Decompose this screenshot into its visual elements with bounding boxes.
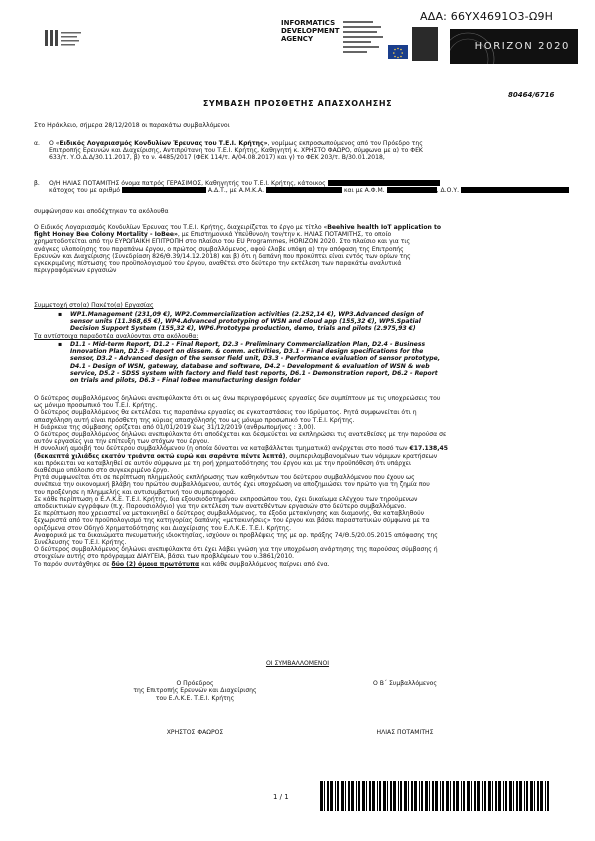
signatory-left: Ο Πρόεδρος της Επιτροπής Ερευνών και Διαχείρισης του Ε.Λ.Κ.Ε. Τ.Ε.Ι. Κρήτης	[133, 680, 257, 702]
informatics-logo-text: INFORMATICS DEVELOPMENT AGENCY	[281, 19, 340, 43]
deliverables-list: D1.1 - Mid-term Report, D1.2 - Final Report, D2.3 - Preliminary Commercialization Plan, D2.4 - Business Innovation Plan, D2.5 - Report on dissem. & comm. activities, D3.1 - Final design specifications for the sensor, D3.2 - Advanced design of the sensor field unit, D3.3 - Performance evaluation of sensor prototype, D4.1 - Design of WSN, gateway, database and software, D4.2 - Development & evaluation of WSN & web service, D5.2 - SDSS system with factory and field test reports, D6.1 - Demonstration report, D6.2 - Report on trials and pilots, D6.3 - Final IoBee manufacturing design folder	[70, 341, 441, 385]
commission-building-icon	[412, 27, 438, 61]
document-title: ΣΥΜΒΑΣΗ ΠΡΟΣΘΕΤΗΣ ΑΠΑΣΧΟΛΗΣΗΣ	[202, 99, 393, 108]
party-b-text: Ο/Η ΗΛΙΑΣ ΠΟΤΑΜΙΤΗΣ όνομα πατρός ΓΕΡΑΣΙΜΟΣ, Καθηγητής του Τ.Ε.Ι. Κρήτης, κάτοικος κάτοχος του με αριθμό Α.Δ.Τ., με Α.Μ.Κ.Α. και με Α.Φ.Μ. , Δ.Ο.Υ.	[49, 180, 579, 194]
agency-logo-mark	[340, 21, 392, 61]
page-number: 1 / 1	[273, 793, 289, 801]
horizon-banner	[450, 29, 578, 64]
barcode-icon	[320, 781, 552, 811]
redaction-doy	[461, 187, 569, 193]
redaction-address	[328, 180, 440, 186]
tei-crete-logo	[44, 28, 84, 50]
agreed-line: συμφώνησαν και αποδέχτηκαν τα ακόλουθα	[34, 208, 169, 215]
eu-flag-icon	[388, 45, 408, 59]
signatory-right-name: ΗΛΙΑΣ ΠΟΤΑΜΙΤΗΣ	[376, 729, 434, 736]
ada-number: ΑΔΑ: 66ΥΧ4691Ο3-Ω9Η	[420, 10, 554, 23]
redaction-id	[122, 187, 206, 193]
contract-terms: Ο δεύτερος συμβαλλόμενος δηλώνει ανεπιφύλακτα ότι οι ως άνω περιγραφόμενες εργασίες δεν συμπίπτουν με τις υποχρεώσεις του ως μόνιμο προσωπικό του Τ.Ε.Ι. Κρήτης. Ο δεύτερος συμβαλλόμενος θα εκτελέσει τις παραπάνω εργασίες σε εγκαταστάσεις του Ιδρύματος. Ρητά συμφωνείται ότι η απασχόληση αυτή είναι πρόσθετη της κύριας απασχόλησής του ως μόνιμο προσωπικό του Τ.Ε.Ι. Κρήτης. Η διάρκεια της σύμβασης ορίζεται από 01/01/2019 έως 31/12/2019 (ανθρωπομήνες : 3,00). Ο δεύτερος συμβαλλόμενος δηλώνει ανεπιφύλακτα ότι αποδέχεται και δεσμεύεται να εκπληρώσει τις ανατεθείσες με την παρούσα σε αυτόν εργασίες για την επίτευξη των στόχων του έργου. Η συνολική αμοιβή του δεύτερου συμβαλλόμενου (η οποία δύναται να καταβάλλεται τμηματικά) ανέρχεται στο ποσό των €17.138,45 (δεκαεπτά χιλιάδες εκατόν τριάντα οκτώ ευρώ και σαράντα πέντε λεπτά), συμπεριλαμβανομένων των νόμιμων κρατήσεων και πρόκειται να καταβληθεί σε αυτόν σύμφωνα με τη ροή χρηματοδότησης του έργου και με την προϋπόθεση ότι υπάρχει διαθέσιμο υπόλοιπο στο συγκεκριμένο έργο. Ρητά συμφωνείται ότι σε περίπτωση πλημμελούς εκπλήρωσης των καθηκόντων του δεύτερου συμβαλλόμενου που έχουν ως συνέπεια την οικονομική βλάβη του πρώτου συμβαλλόμενου, αυτός έχει υποχρέωση να αποζημιώσει τον πρώτο για τη ζημία που του προξένησε η πλημμελής και αντισυμβατική του συμπεριφορά. Σε κάθε περίπτωση ο Ε.Λ.Κ.Ε. Τ.Ε.Ι. Κρήτης, δια εξουσιοδοτημένου εκπροσώπου του, έχει δικαίωμα ελέγχου των τηρούμενων αποδεικτικών εγγράφων (π.χ. Παρουσιολόγιο) για την εκτέλεση των ανατεθέντων εργασιών στο δεύτερο συμβαλλόμενο. Σε περίπτωση που χρειαστεί να μετακινηθεί ο δεύτερος συμβαλλόμενος, τα έξοδα μετακίνησης και διαμονής, θα καταβληθούν ξεχωριστά από τον προϋπολογισμό της κατηγορίας δαπάνης «μετακινήσεις» του έργου και βάσει παραστατικών σύμφωνα με τα οριζόμενα στον Οδηγό Χρηματοδότησης και Διαχείρισης του Ε.Λ.Κ.Ε. Τ.Ε.Ι. Κρήτης. Αναφορικά με τα δικαιώματα πνευματικής ιδιοκτησίας, ισχύουν οι προβλέψεις της με αρ. πράξης 74/Θ.5/20.05.2015 απόφασης της Συνέλευσης του Τ.Ε.Ι. Κρήτης. Ο δεύτερος συμβαλλόμενος δηλώνει ανεπιφύλακτα ότι έχει λάβει γνώση για την υποχρέωση ανάρτησης της παρούσας σύμβασης ή στοιχείων αυτής στο πρόγραμμα ΔΙΑΥΓΕΙΑ, βάσει των προβλέψεων του ν.3861/2010. Το παρόν συντάχθηκε σε δύο (2) όμοια πρωτότυπα και κάθε συμβαλλόμενος παίρνει από ένα.	[34, 395, 449, 568]
redaction-amka	[266, 187, 342, 193]
horizon-text: HORIZON 2020	[474, 41, 570, 52]
party-a-text: Ο «Ειδικός Λογαριασμός Κονδυλίων Έρευνας του Τ.Ε.Ι. Κρήτης», νομίμως εκπροσωπούμενος από τον Πρόεδρο της Επιτροπής Ερευνών και Διαχείρισης, Αντιπρύτανη του Τ.Ε.Ι. Κρήτης, Καθηγητή κ. ΧΡΗΣΤΟ ΦΑΩΡΟ, σύμφωνα με α) το ΦΕΚ 633/τ. Υ.Ο.Δ.Δ/30.11.2017, β) το ν. 4485/2017 (ΦΕΚ 114/τ. Α/04.08.2017) και γ) το ΦΕΚ 203/τ. Β/30.01.2018,	[49, 140, 423, 162]
parties-heading: ΟΙ ΣΥΜΒΑΛΛΟΜΕΝΟΙ	[265, 660, 330, 667]
bullet-icon: ▪	[58, 311, 63, 318]
project-paragraph: Ο Ειδικός Λογαριασμός Κονδυλίων Έρευνας του Τ.Ε.Ι. Κρήτης, διαχειρίζεται το έργο με τίτλο «Beehive health IoT application to fight Honey Bee Colony Mortality - IoBee», με Επιστημονικά Υπεύθυνο/η τον/την κ. ΗΛΙΑΣ ΠΟΤΑΜΙΤΗΣ, το οποίο χρηματοδοτείται από την ΕΥΡΩΠΑΙΚΗ ΕΠΙΤΡΟΠΗ στο πλαίσιο του EU Programmes, HORIZON 2020. Στο πλαίσιο και για τις ανάγκες υλοποίησης του παραπάνω έργου, ο πρώτος συμβαλλόμενος, αφού έλαβε υπόψη α) την απόφαση της Επιτροπής Ερευνών και Διαχείρισης (Συνεδρίαση 826/Θ.39/14.12.2018) και β) ότι η δαπάνη που προκύπτει είναι εντός των ορίων της εγκεκριμένης πίστωσης του προϋπολογισμού του έργου, αναθέτει στο δεύτερο την εκτέλεση των παρακάτω αναλυτικά περιγραφόμενων εργασιών	[34, 224, 442, 275]
bullet-icon: ▪	[58, 341, 63, 348]
redaction-afm	[387, 187, 437, 193]
party-b-marker: β.	[34, 180, 40, 187]
participation-label: Συμμετοχή στο(α) Πακέτο(α) Εργασίας	[34, 302, 154, 309]
deliverables-label: Τα αντίστοιχα παραδοτέα αναλύονται στα ακόλουθα:	[34, 333, 199, 340]
signatory-left-name: ΧΡΗΣΤΟΣ ΦΑΩΡΟΣ	[166, 729, 224, 736]
work-packages: WP1.Management (231,09 €), WP2.Commercialization activities (2.252,14 €), WP3.Advanced design of sensor units (11.368,65 €), WP4.Advanced prototyping of WSN and cloud app (155,32 €), WP5.Spatial Decision Support System (155,32 €), WP6.Prototype production, demo, trials and pilots (2.975,93 €)	[70, 311, 424, 333]
party-a-marker: α.	[34, 140, 40, 147]
signatory-right: Ο Β΄ Συμβαλλόμενος	[373, 680, 437, 687]
intro-line: Στο Ηράκλειο, σήμερα 28/12/2018 οι παρακάτω συμβαλλόμενοι	[34, 122, 230, 129]
document-number: 80464/6716	[508, 91, 555, 99]
